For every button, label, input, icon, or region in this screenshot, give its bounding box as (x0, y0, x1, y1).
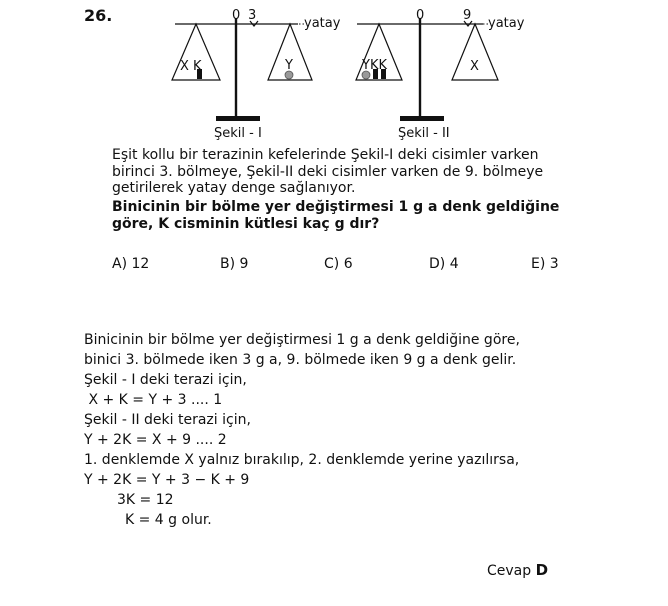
scale-mark: 9 (463, 8, 472, 23)
answer-letter: D (535, 561, 549, 579)
solution-equation: Y + 2K = Y + 3 − K + 9 (84, 472, 250, 488)
question-number: 26. (84, 6, 113, 25)
scale-mark: 3 (248, 8, 257, 23)
balance-base (400, 116, 444, 121)
option-a[interactable]: A) 12 (112, 256, 150, 272)
answer-prefix: Cevap (487, 563, 532, 579)
pan-label-right: Y (285, 58, 293, 73)
question-stem (112, 147, 592, 197)
option-b[interactable]: B) 9 (220, 256, 249, 272)
scale-zero: 0 (416, 8, 425, 23)
solution-equation: 3K = 12 (117, 492, 174, 508)
question-prompt (112, 199, 592, 232)
balance-figures (0, 0, 668, 150)
balance-base (216, 116, 260, 121)
pan-label-left: YKK (362, 58, 387, 73)
pan-label-right: X (470, 59, 479, 74)
question-stem-line: getirilerek yatay denge sağlanıyor. (112, 180, 356, 196)
solution-line: binici 3. bölmede iken 3 g a, 9. bölmede iken 9 g a denk gelir. (84, 352, 517, 368)
solution-line: Binicinin bir bölme yer değiştirmesi 1 g a denk geldiğine göre, (84, 332, 520, 348)
solution-equation: Y + 2K = X + 9 .... 2 (84, 432, 227, 448)
horizontal-label: yatay (304, 16, 341, 31)
option-c[interactable]: C) 6 (324, 256, 353, 272)
solution-result: K = 4 g olur. (125, 512, 212, 528)
figure-caption: Şekil - II (398, 126, 450, 141)
solution-equation: X + K = Y + 3 .... 1 (84, 392, 223, 408)
scale-zero: 0 (232, 8, 241, 23)
question-stem-line: Eşit kollu bir terazinin kefelerinde Şekil-I deki cisimler varken (112, 147, 539, 163)
option-d[interactable]: D) 4 (429, 256, 459, 272)
answer (487, 561, 548, 579)
figure-caption: Şekil - I (214, 126, 262, 141)
horizontal-label: yatay (488, 16, 525, 31)
question-prompt-line: göre, K cisminin kütlesi kaç g dır? (112, 215, 380, 232)
balance-figure-1 (172, 8, 341, 141)
solution-line: 1. denklemde X yalnız bırakılıp, 2. denklemde yerine yazılırsa, (84, 452, 520, 468)
question-stem-line: birinci 3. bölmeye, Şekil-II deki cisimler varken de 9. bölmeye (112, 163, 544, 180)
pan-label-left: X K (180, 59, 202, 74)
option-e[interactable]: E) 3 (531, 256, 559, 272)
balance-figure-2 (356, 8, 525, 141)
solution-line: Şekil - I deki terazi için, (84, 372, 247, 388)
solution-line: Şekil - II deki terazi için, (84, 412, 251, 428)
question-prompt-line: Binicinin bir bölme yer değiştirmesi 1 g a denk geldiğine (112, 199, 560, 215)
